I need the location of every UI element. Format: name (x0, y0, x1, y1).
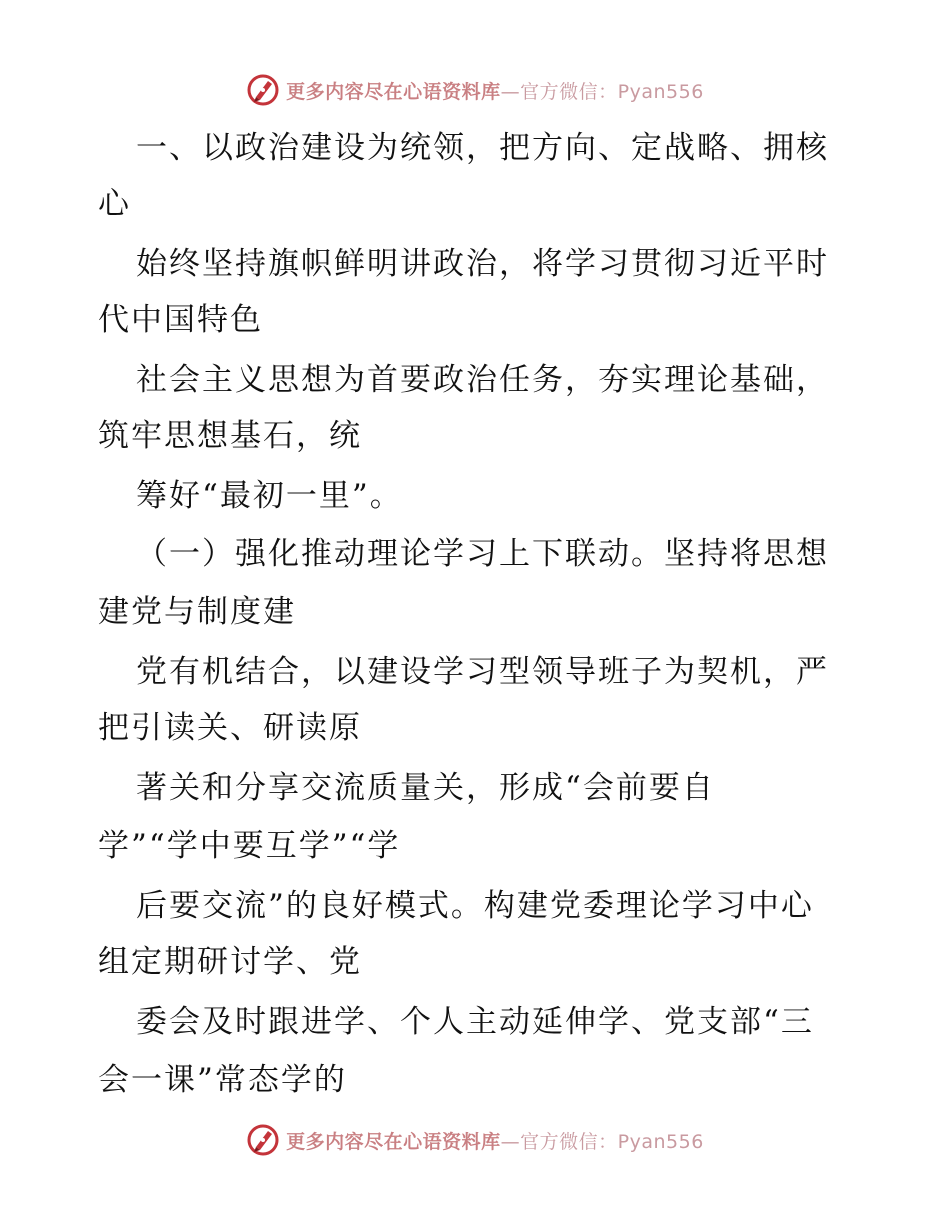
body-line: 会一课”常态学的 (98, 1062, 347, 1098)
banner-lead: 更多内容尽在心语资料库 (286, 1130, 501, 1153)
banner-tail: —官方微信：Pyan556 (500, 1130, 704, 1153)
body-line: 学”“学中要互学”“学 (98, 828, 401, 864)
body-line: 著关和分享交流质量关，形成“会前要自 (136, 770, 715, 806)
banner-lead: 更多内容尽在心语资料库 (286, 80, 501, 103)
header-banner (0, 70, 950, 110)
banner-text (286, 1127, 704, 1154)
body-line: 把引读关、研读原 (98, 710, 362, 746)
banner-tail: —官方微信：Pyan556 (500, 80, 704, 103)
pen-quill-icon (246, 73, 280, 107)
body-line: 心 (98, 186, 131, 222)
body-line: 委会及时跟进学、个人主动延伸学、党支部“三 (136, 1004, 814, 1040)
body-line: 党有机结合，以建设学习型领导班子为契机，严 (136, 654, 829, 690)
pen-quill-icon (246, 1123, 280, 1157)
body-line: 筹好“最初一里”。 (136, 478, 403, 514)
body-line: 代中国特色 (98, 302, 263, 338)
body-line: 筑牢思想基石，统 (98, 418, 362, 454)
body-line: 社会主义思想为首要政治任务，夯实理论基础， (136, 362, 829, 398)
body-line: 建党与制度建 (98, 594, 296, 630)
body-line: 后要交流”的良好模式。构建党委理论学习中心 (136, 888, 814, 924)
body-line: 组定期研讨学、党 (98, 944, 362, 980)
body-line: 一、以政治建设为统领，把方向、定战略、拥核 (136, 130, 829, 166)
body-line: （一）强化推动理论学习上下联动。坚持将思想 (136, 536, 829, 572)
banner-text (286, 77, 704, 104)
body-line: 始终坚持旗帜鲜明讲政治，将学习贯彻习近平时 (136, 246, 829, 282)
footer-banner (0, 1120, 950, 1160)
